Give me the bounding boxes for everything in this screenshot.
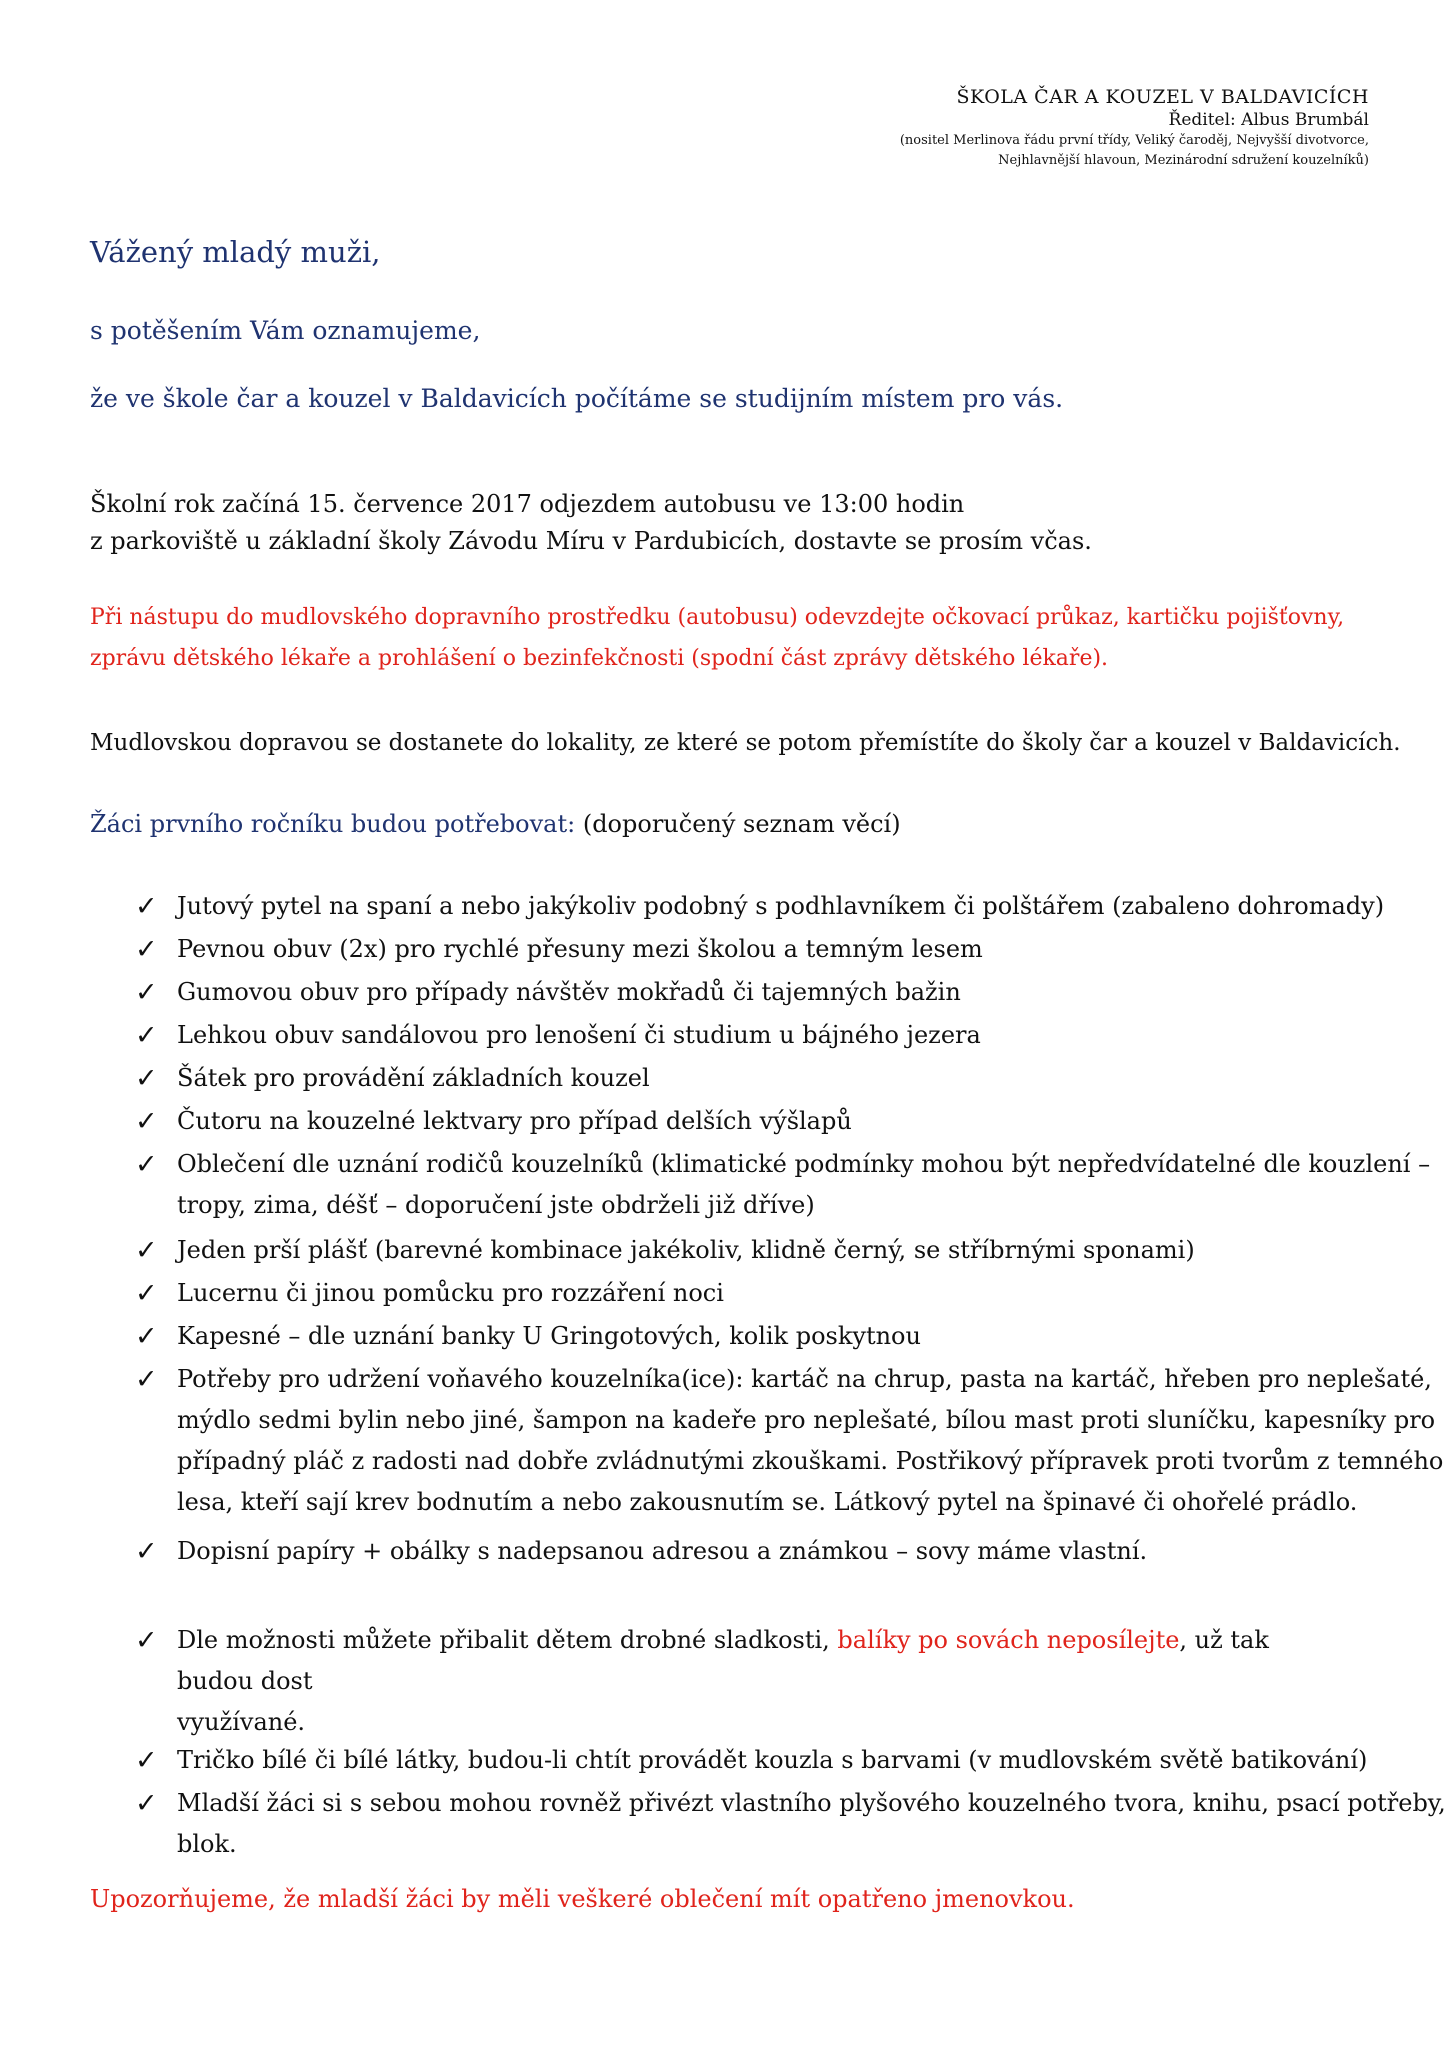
sweets-line-2: využívané.	[177, 1708, 306, 1736]
director-titles-line-1: (nositel Merlinova řádu první třídy, Veliký čaroděj, Nejvyšší divotvorce,	[899, 133, 1369, 148]
director-titles-line-2: Nejhlavnější hlavoun, Mezinárodní sdružení kouzelníků)	[998, 153, 1369, 169]
checklist-item	[135, 929, 1325, 970]
checklist-item-line: Jeden prší plášť (barevné kombinace jakékoliv, klidně černý, se stříbrnými sponami)	[177, 1236, 1195, 1264]
check-mark-icon: ✓	[135, 1278, 158, 1309]
checklist-item-line: Pevnou obuv (2x) pro rychlé přesuny mezi školou a temným lesem	[177, 935, 983, 963]
checklist-item-line: lesa, kteří sají krev bodnutím a nebo zakousnutím se. Látkový pytel na špinavé či ohořelé prádlo.	[177, 1488, 1358, 1516]
checklist-item-line: Mladší žáci si s sebou mohou rovněž přivézt vlastního plyšového kouzelného tvora, knihu, psací potřeby,	[177, 1789, 1446, 1817]
checklist-item-line: blok.	[177, 1830, 237, 1858]
check-mark-icon: ✓	[135, 1364, 158, 1395]
check-mark-icon: ✓	[135, 1235, 158, 1266]
check-mark-icon: ✓	[135, 1020, 158, 1051]
checklist-item	[135, 1015, 1325, 1056]
checklist-item	[135, 1144, 1431, 1226]
parcels-warning: balíky po sovách neposílejte	[837, 1626, 1180, 1654]
school-year-line-1: Školní rok začíná 15. července 2017 odjezdem autobusu ve 13:00 hodin	[90, 490, 965, 518]
checklist-item	[135, 1359, 1444, 1523]
checklist-item-line: mýdlo sedmi bylin nebo jiné, šampon na kadeře pro neplešaté, bílou mast proti sluníčku, kapesníky pro	[177, 1406, 1436, 1434]
checklist-item	[135, 1740, 1368, 1781]
checklist-item-line: Oblečení dle uznání rodičů kouzelníků (klimatické podmínky mohou být nepředvídatelné dle kouzlení –	[177, 1150, 1431, 1178]
school-name: ŠKOLA ČAR A KOUZEL V BALDAVICÍCH	[956, 86, 1369, 108]
check-mark-icon: ✓	[135, 1745, 158, 1776]
checklist-item-line: Lehkou obuv sandálovou pro lenošení či studium u bájného jezera	[177, 1021, 981, 1049]
checklist-item-line: Dopisní papíry + obálky s nadepsanou adresou a známkou – sovy máme vlastní.	[177, 1537, 1148, 1565]
checklist-item	[135, 1273, 1325, 1314]
checklist-item	[135, 1783, 1446, 1865]
check-mark-icon: ✓	[135, 891, 158, 922]
checklist-item-line: Lucernu či jinou pomůcku pro rozzáření noci	[177, 1279, 724, 1307]
check-mark-icon: ✓	[135, 934, 158, 965]
checklist-item-line: případný pláč z radosti nad dobře zvládnutými zkouškami. Postřikový přípravek proti tvorům z temného	[177, 1447, 1444, 1475]
check-mark-icon: ✓	[135, 977, 158, 1008]
checklist-item-line: Šátek pro provádění základních kouzel	[177, 1064, 650, 1092]
checklist-item-line: Tričko bílé či bílé látky, budou-li chtít provádět kouzla s barvami (v mudlovském světě batikování)	[177, 1746, 1368, 1774]
checklist-item-line: Kapesné – dle uznání banky U Gringotových, kolik poskytnou	[177, 1322, 921, 1350]
school-year-line-2: z parkoviště u základní školy Závodu Míru v Pardubicích, dostavte se prosím včas.	[90, 527, 1092, 555]
check-mark-icon: ✓	[135, 1788, 158, 1819]
director-name: Ředitel: Albus Brumbál	[1168, 109, 1369, 130]
checklist-item	[135, 1316, 1325, 1357]
name-tag-warning: Upozorňujeme, že mladší žáci by měli veškeré oblečení mít opatřeno jmenovkou.	[90, 1885, 1075, 1913]
checklist-item	[135, 972, 1325, 1013]
check-mark-icon: ✓	[135, 1063, 158, 1094]
check-mark-icon: ✓	[135, 1536, 158, 1567]
intro-line-2: že ve škole čar a kouzel v Baldavicích počítáme se studijním místem pro vás.	[90, 384, 1064, 413]
list-heading-label: Žáci prvního ročníku budou potřebovat:	[90, 810, 576, 838]
greeting: Vážený mladý muži,	[90, 235, 381, 269]
letterhead	[809, 86, 1369, 171]
check-mark-icon: ✓	[135, 1625, 158, 1656]
check-mark-icon: ✓	[135, 1106, 158, 1137]
checklist-item-line: tropy, zima, déšť – doporučení jste obdrželi již dříve)	[177, 1191, 815, 1219]
boarding-notice-line-1: Při nástupu do mudlovského dopravního prostředku (autobusu) odevzdejte očkovací průkaz, kartičku pojišťovny,	[90, 605, 1345, 630]
checklist-item	[135, 1531, 1325, 1572]
check-mark-icon: ✓	[135, 1149, 158, 1180]
checklist-item-line: Potřeby pro udržení voňavého kouzelníka(ice): kartáč na chrup, pasta na kartáč, hřeben pro neplešaté,	[177, 1365, 1432, 1393]
transport-note: Mudlovskou dopravou se dostanete do lokality, ze které se potom přemístíte do školy čar a kouzel v Baldavicích.	[90, 730, 1401, 756]
checklist-item-line: Jutový pytel na spaní a nebo jakýkoliv podobný s podhlavníkem či polštářem (zabaleno dohromady)	[177, 892, 1385, 920]
list-heading	[90, 810, 901, 838]
checklist-item-line: Gumovou obuv pro případy návštěv mokřadů či tajemných bažin	[177, 978, 961, 1006]
sweets-line-1: Dle možnosti můžete přibalit dětem drobné sladkosti, balíky po sovách neposílejte, už tak budou dost	[177, 1626, 1269, 1695]
intro-line-1: s potěšením Vám oznamujeme,	[90, 316, 481, 345]
check-mark-icon: ✓	[135, 1321, 158, 1352]
checklist-item	[135, 1101, 1325, 1142]
list-heading-note: (doporučený seznam věcí)	[582, 810, 901, 838]
checklist-item	[135, 1058, 1325, 1099]
sweets-item	[135, 1620, 1325, 1743]
checklist-item	[135, 886, 1385, 927]
boarding-notice-line-2: zprávu dětského lékaře a prohlášení o bezinfekčnosti (spodní část zprávy dětského lékaře).	[90, 646, 1109, 671]
checklist-item-line: Čutoru na kouzelné lektvary pro případ delších výšlapů	[177, 1107, 852, 1135]
checklist-item	[135, 1230, 1325, 1271]
